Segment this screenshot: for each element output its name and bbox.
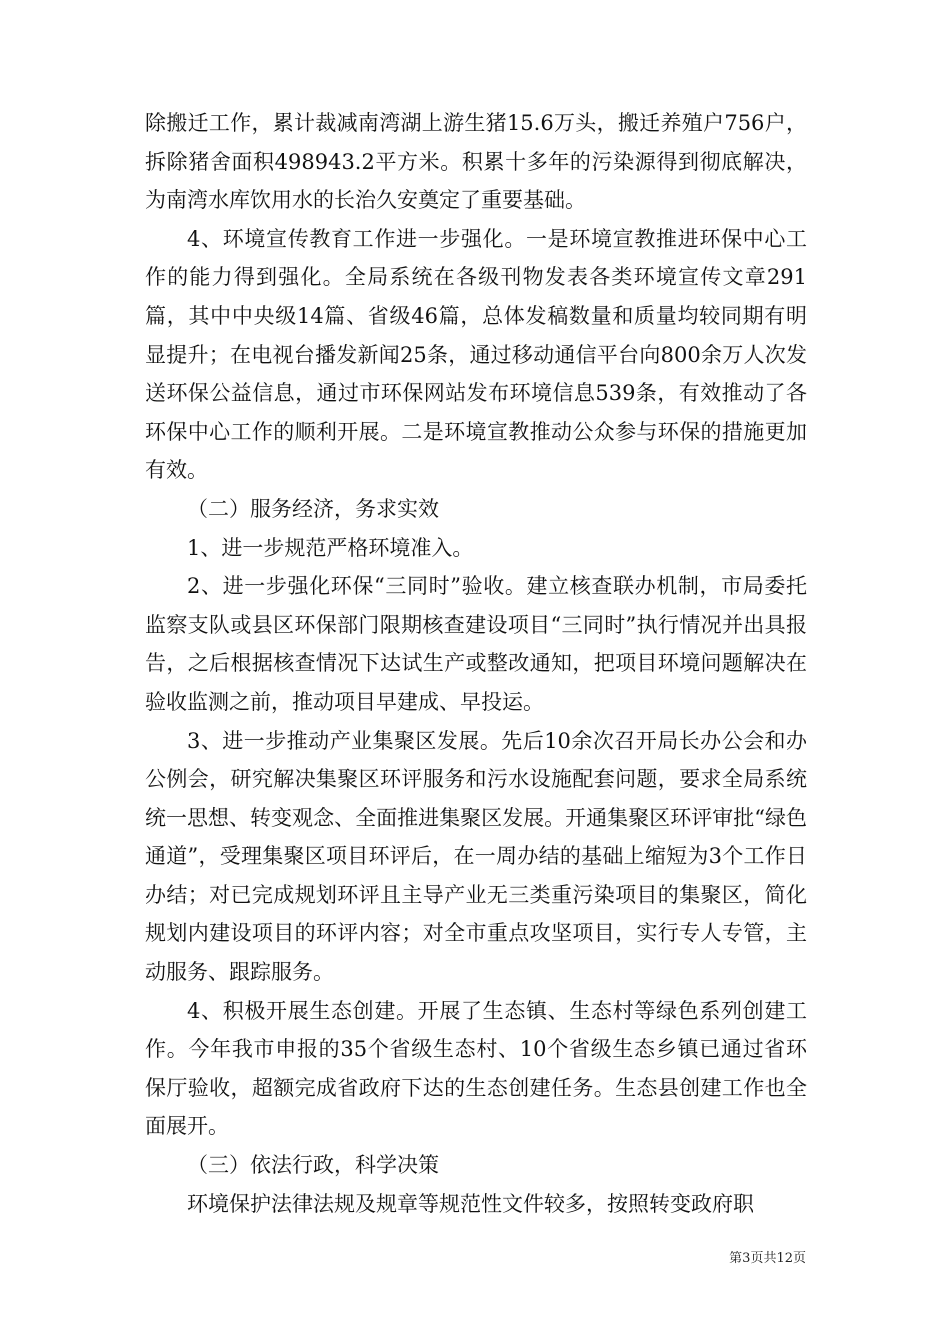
paragraph-publicity-education: 4、环境宣传教育工作进一步强化。一是环境宣教推进环保中心工作的能力得到强化。全局系统在各级刊物发表各类环境宣传文章291篇，其中中央级14篇、省级46篇，总体发稿数量和质量均较同期有明显提升；在电视台播发新闻25条，通过移动通信平台向800余万人次发送环保公益信息，通过市环保网站发布环境信息539条，有效推动了各环保中心工作的顺利开展。二是环境宣教推动公众参与环保的措施更加有效。 bbox=[145, 226, 807, 483]
paragraph-continuation: 除搬迁工作，累计裁减南湾湖上游生猪15.6万头，搬迁养殖户756户，拆除猪舍面积498943.2平方米。积累十多年的污染源得到彻底解决，为南湾水库饮用水的长治久安奠定了重要基础。 bbox=[145, 111, 807, 213]
paragraph-regulations: 环境保护法律法规及规章等规范性文件较多，按照转变政府职 bbox=[187, 1191, 754, 1216]
paragraph-three-simultaneous: 2、进一步强化环保“三同时”验收。建立核查联办机制，市局委托监察支队或县区环保部门限期核查建设项目“三同时”执行情况并出具报告，之后根据核查情况下达试生产或整改通知，把项目环境问题解决在验收监测之前，推动项目早建成、早投运。 bbox=[145, 574, 807, 714]
section-heading-serve-economy: （二）服务经济，务求实效 bbox=[187, 496, 439, 521]
paragraph-industrial-cluster: 3、进一步推动产业集聚区发展。先后10余次召开局长办公会和办公例会，研究解决集聚区环评服务和污水设施配套问题，要求全局系统统一思想、转变观念、全面推进集聚区发展。开通集聚区环评审批“绿色通道”，受理集聚区项目环评后，在一周办结的基础上缩短为3个工作日办结；对已完成规划环评且主导产业无三类重污染项目的集聚区，简化规划内建设项目的环评内容；对全市重点攻坚项目，实行专人专管，主动服务、跟踪服务。 bbox=[145, 728, 807, 985]
section-heading-law-administration: （三）依法行政，科学决策 bbox=[187, 1153, 439, 1178]
paragraph-ecological-creation: 4、积极开展生态创建。开展了生态镇、生态村等绿色系列创建工作。今年我市申报的35个省级生态村、10个省级生态乡镇已通过省环保厅验收，超额完成省政府下达的生态创建任务。生态县创建工作也全面展开。 bbox=[145, 998, 807, 1139]
document-body bbox=[145, 104, 807, 1223]
paragraph-environmental-access: 1、进一步规范严格环境准入。 bbox=[187, 535, 474, 560]
page-number: 第3页共12页 bbox=[729, 1251, 806, 1266]
